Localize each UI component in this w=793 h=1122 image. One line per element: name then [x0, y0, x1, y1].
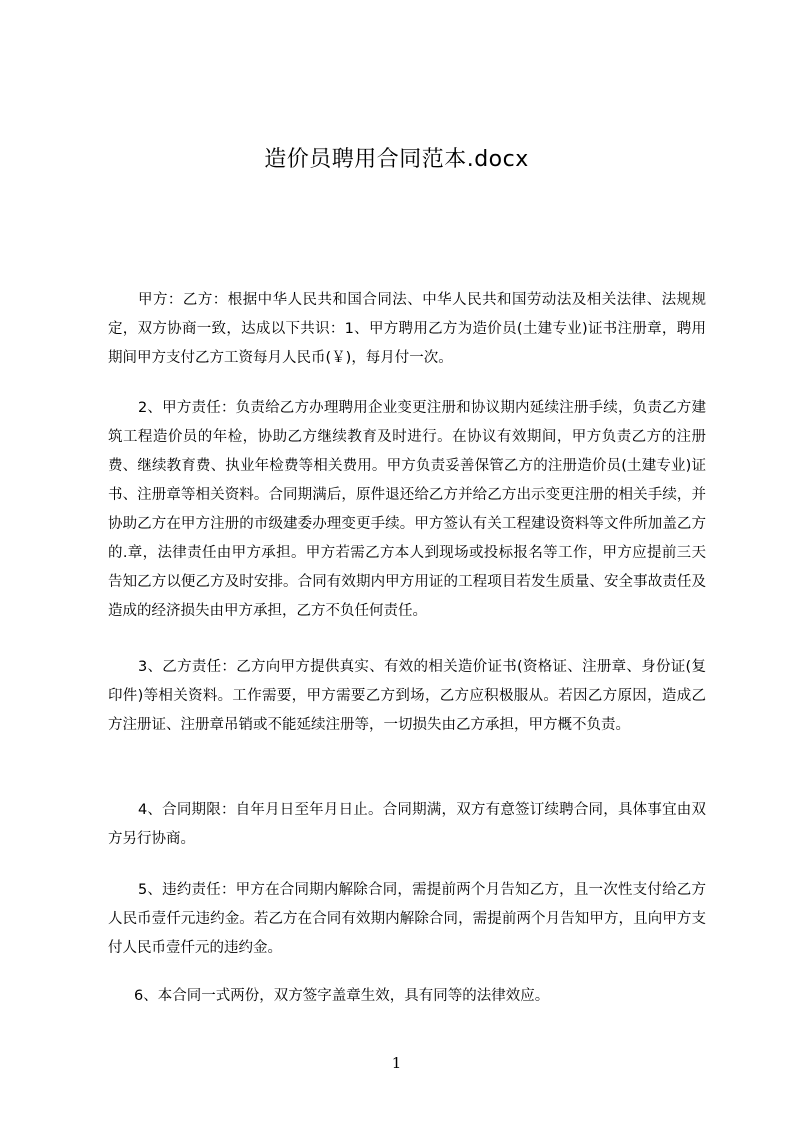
paragraph-party-a-responsibilities: 2、甲方责任：负责给乙方办理聘用企业变更注册和协议期内延续注册手续，负责乙方建筑工程造价员的年检，协助乙方继续教育及时进行。在协议有效期间，甲方负责乙方的注册费、继续教育费、执业年检费等相关费用。甲方负责妥善保管乙方的注册造价员(土建专业)证书、注册章等相关资料。合同期满后，原件退还给乙方并给乙方出示变更注册的相关手续，并协助乙方在甲方注册的市级建委办理变更手续。甲方签认有关工程建设资料等文件所加盖乙方的.章，法律责任由甲方承担。甲方若需乙方本人到现场或投标报名等工作，甲方应提前三天告知乙方以便乙方及时安排。合同有效期内甲方用证的工程项目若发生质量、安全事故责任及造成的经济损失由甲方承担，乙方不负任何责任。 — [108, 400, 706, 619]
page-number: 1 — [391, 1054, 402, 1072]
paragraph-breach-liability: 5、违约责任：甲方在合同期内解除合同，需提前两个月告知乙方，且一次性支付给乙方人民币壹仟元违约金。若乙方在合同有效期内解除合同，需提前两个月告知甲方，且向甲方支付人民币壹仟元的违约金。 — [108, 882, 706, 956]
paragraph-contract-term: 4、合同期限：自年月日至年月日止。合同期满，双方有意签订续聘合同，具体事宜由双方另行协商。 — [108, 802, 706, 847]
paragraph-party-b-responsibilities: 3、乙方责任：乙方向甲方提供真实、有效的相关造价证书(资格证、注册章、身份证(复印件)等相关资料。工作需要，甲方需要乙方到场，乙方应积极服从。若因乙方原因，造成乙方注册证、注册章吊销或不能延续注册等，一切损失由乙方承担，甲方概不负责。 — [108, 659, 706, 733]
document-title: 造价员聘用合同范本.docx — [264, 147, 529, 172]
paragraph-copies-and-effect: 6、本合同一式两份，双方签字盖章生效，具有同等的法律效应。 — [134, 988, 550, 1004]
paragraph-parties-and-employment: 甲方：乙方：根据中华人民共和国合同法、中华人民共和国劳动法及相关法律、法规规定，双方协商一致，达成以下共识：1、甲方聘用乙方为造价员(土建专业)证书注册章，聘用期间甲方支付乙方工资每月人民币(￥)，每月付一次。 — [108, 292, 706, 366]
